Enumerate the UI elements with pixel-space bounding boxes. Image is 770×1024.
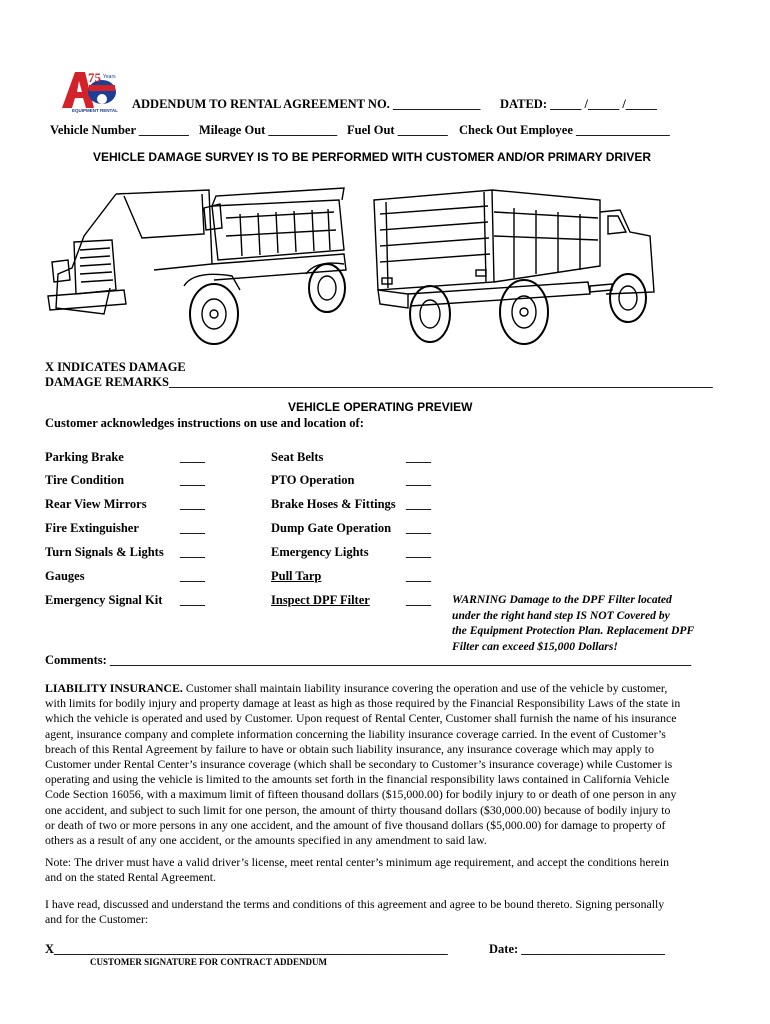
checklist-item-emergency-signal-kit: Emergency Signal Kit [45,593,163,607]
x-indicates-damage-label: X INDICATES DAMAGE [45,360,186,374]
svg-text:Years: Years [103,74,116,80]
agreement-statement [45,897,745,927]
liability-line: Customer shall maintain liability insurance covering the operation and use of the vehicle by customer, [182,681,668,695]
warning-line: WARNING Damage to the DPF Filter located [452,593,672,606]
fuel-out-field[interactable]: Fuel Out ________ [347,123,448,137]
note-line: and on the stated Rental Agreement. [45,870,217,885]
agreement-line: and for the Customer: [45,912,149,927]
liability-line: agent, insurance company and complete information concerning the liability insurance coverage carried. In the event of Customer’s [45,726,666,741]
checklist-blank[interactable]: ____ [180,450,205,464]
comments-field[interactable]: Comments: _____________________________________________________________________________________________ [45,653,692,667]
checklist-item-seat-belts: Seat Belts [271,450,324,464]
agreement-line: I have read, discussed and understand the terms and conditions of this agreement and agree to be bound thereto. Signing personally [45,897,665,911]
check-out-employee-field[interactable]: Check Out Employee _______________ [459,123,670,137]
signature-caption: CUSTOMER SIGNATURE FOR CONTRACT ADDENDUM [90,957,328,967]
checklist-blank[interactable]: ____ [406,497,431,511]
damage-remarks-field[interactable]: DAMAGE REMARKS_______________________________________________________________________________________ [45,375,713,389]
checklist-blank[interactable]: ____ [406,521,431,535]
liability-line: Customer under Rental Center’s insurance coverage (which shall be secondary to Customer’s insurance coverage) while Customer is [45,757,673,772]
liability-title: LIABILITY INSURANCE. [45,681,183,695]
liability-line: which the vehicle is operated and used by Customer. Upon request of Rental Center, Customer shall furnish the name of his insurance [45,711,677,726]
dpf-warning [452,592,752,654]
checklist-item-fire-extinguisher: Fire Extinguisher [45,521,139,535]
liability-line: with limits for bodily injury and property damage at least as high as those required by the Financial Responsibility Laws of the state in [45,696,681,711]
checklist-blank[interactable]: ____ [180,497,205,511]
driver-note [45,855,745,885]
checklist-item-rear-view-mirrors: Rear View Mirrors [45,497,147,511]
liability-line: breach of this Rental Agreement by failure to have or obtain such liability insurance, any insurance coverage which may apply to [45,741,654,756]
survey-heading: VEHICLE DAMAGE SURVEY IS TO BE PERFORMED WITH CUSTOMER AND/OR PRIMARY DRIVER [93,150,652,164]
checklist-item-tire-condition: Tire Condition [45,473,125,487]
truck-rear-view-diagram[interactable] [368,182,658,352]
checklist-blank[interactable]: ____ [180,545,205,559]
checklist-item-emergency-lights: Emergency Lights [271,545,369,559]
liability-line: or death of two or more persons in any one accident, and the amount of five thousand dollars ($5,000.00) for damage to property of [45,817,666,832]
checklist-item-dump-gate-operation: Dump Gate Operation [271,521,392,535]
svg-text:EQUIPMENT RENTALS: EQUIPMENT RENTALS [72,108,118,113]
checklist-item-turn-signals: Turn Signals & Lights [45,545,164,559]
signature-date-field[interactable]: Date: _______________________ [489,942,666,956]
checklist-item-parking-brake: Parking Brake [45,450,124,464]
checklist-blank[interactable]: ____ [180,593,205,607]
liability-line: one accident, and subject to such limit for one person, the amount of thirty thousand dollars ($30,000.00) because of bodily injury to [45,802,671,817]
vehicle-number-field[interactable]: Vehicle Number ________ [50,123,189,137]
checklist-blank[interactable]: ____ [180,473,205,487]
acknowledgement-label: Customer acknowledges instructions on use and location of: [45,416,364,430]
addendum-title: ADDENDUM TO RENTAL AGREEMENT NO. ______________ [132,97,481,111]
note-line: Note: The driver must have a valid driver’s license, meet rental center’s minimum age requirement, and accept the conditions herein [45,855,670,869]
logo-graphic [58,68,118,114]
liability-line: operating and using the vehicle is limited to the amounts set forth in the financial responsibility laws contained in California Vehicle [45,772,670,787]
checklist-blank[interactable]: ____ [180,569,205,583]
checklist-blank[interactable]: ____ [406,569,431,583]
checklist-blank[interactable]: ____ [406,450,431,464]
liability-line: Code Section 16056, with a maximum limit of fifteen thousand dollars ($15,000.00) for bodily injury to or death of one person in any [45,787,677,802]
checklist-blank[interactable]: ____ [180,521,205,535]
operating-preview-heading: VEHICLE OPERATING PREVIEW [288,400,473,414]
checklist-item-gauges: Gauges [45,569,85,583]
dated-field[interactable]: DATED: _____ /_____ /_____ [500,97,658,111]
checklist-item-brake-hoses: Brake Hoses & Fittings [271,497,396,511]
checklist-blank[interactable]: ____ [406,473,431,487]
warning-line: the Equipment Protection Plan. Replacement DPF [452,624,695,637]
checklist-blank[interactable]: ____ [406,545,431,559]
mileage-out-field[interactable]: Mileage Out ___________ [199,123,338,137]
svg-text:75: 75 [88,70,101,85]
truck-front-view-diagram[interactable] [44,178,364,350]
checklist-item-pto-operation: PTO Operation [271,473,355,487]
customer-signature-line[interactable]: X_______________________________________________________________ [45,942,448,956]
liability-line: others as a result of any one accident, or the amounts specified in any amendment to said law. [45,833,487,848]
warning-line: Filter can exceed $15,000 Dollars! [452,639,618,653]
warning-line: under the right hand step IS NOT Covered by [452,608,670,622]
checklist-item-pull-tarp: Pull Tarp [271,569,322,583]
liability-insurance-section [45,681,735,848]
company-logo [58,68,118,114]
checklist-item-inspect-dpf-filter: Inspect DPF Filter [271,593,370,607]
checklist-blank[interactable]: ____ [406,593,431,607]
